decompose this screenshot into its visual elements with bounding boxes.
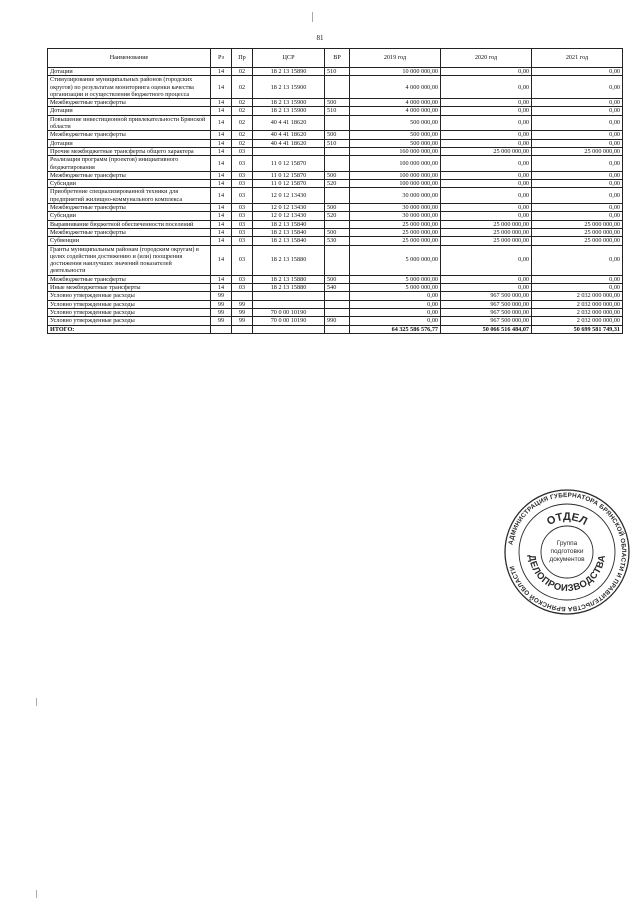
row-name: Условно утвержденные расходы	[48, 300, 211, 308]
row-pr: 99	[232, 317, 253, 325]
row-pr: 03	[232, 180, 253, 188]
row-name: Повышение инвестиционной привлекательности Брянской области	[48, 115, 211, 131]
row-2021: 0,00	[532, 245, 623, 275]
row-2020: 967 500 000,00	[441, 300, 532, 308]
row-vr: 500	[325, 275, 350, 283]
row-2020: 0,00	[441, 131, 532, 139]
total-label: ИТОГО:	[48, 325, 211, 333]
row-name: Дотации	[48, 68, 211, 76]
header-csr: ЦСР	[253, 49, 325, 68]
header-pr: Пр	[232, 49, 253, 68]
row-rz: 14	[211, 275, 232, 283]
row-name: Межбюджетные трансферты	[48, 131, 211, 139]
table-row	[48, 99, 623, 107]
row-2020: 0,00	[441, 204, 532, 212]
row-2020: 0,00	[441, 275, 532, 283]
stamp-center-line-2: подготовки	[550, 548, 584, 555]
row-2019: 5 000 000,00	[350, 275, 441, 283]
row-2019: 500 000,00	[350, 115, 441, 131]
row-rz: 14	[211, 180, 232, 188]
row-2021: 0,00	[532, 180, 623, 188]
row-pr: 03	[232, 147, 253, 155]
row-name: Межбюджетные трансферты	[48, 171, 211, 179]
row-vr	[325, 188, 350, 204]
scan-mark-bottom	[36, 890, 37, 898]
row-csr: 18 2 13 15880	[253, 284, 325, 292]
row-2019: 25 000 000,00	[350, 237, 441, 245]
row-rz: 14	[211, 212, 232, 220]
row-name: Субсидии	[48, 180, 211, 188]
row-2020: 0,00	[441, 115, 532, 131]
row-2020: 0,00	[441, 284, 532, 292]
svg-text:ОТДЕЛ	[545, 511, 589, 528]
row-2021: 25 000 000,00	[532, 237, 623, 245]
row-2019: 0,00	[350, 300, 441, 308]
row-name: Стимулирование муниципальных районов (городских округов) по результатам мониторинга оценки качества организации и осуществления бюджетного процесса	[48, 76, 211, 99]
row-2019: 160 000 000,00	[350, 147, 441, 155]
row-rz: 14	[211, 99, 232, 107]
total-rz	[211, 325, 232, 333]
row-rz: 14	[211, 156, 232, 172]
row-2021: 0,00	[532, 156, 623, 172]
row-2021: 2 032 000 000,00	[532, 308, 623, 316]
row-2019: 0,00	[350, 317, 441, 325]
stamp-center-line-1: Группа	[556, 540, 578, 547]
row-csr: 18 2 13 15840	[253, 220, 325, 228]
row-name: Выравнивание бюджетной обеспеченности поселений	[48, 220, 211, 228]
total-vr	[325, 325, 350, 333]
row-name: Субсидии	[48, 212, 211, 220]
row-vr: 500	[325, 131, 350, 139]
table-row	[48, 308, 623, 316]
row-2019: 100 000 000,00	[350, 171, 441, 179]
stamp-center-line-3: документов	[549, 556, 585, 563]
table-row	[48, 220, 623, 228]
row-2021: 25 000 000,00	[532, 220, 623, 228]
row-vr: 520	[325, 180, 350, 188]
total-pr	[232, 325, 253, 333]
scan-mark-middle	[36, 698, 37, 706]
row-2020: 25 000 000,00	[441, 220, 532, 228]
table-row	[48, 115, 623, 131]
row-rz: 14	[211, 115, 232, 131]
row-2021: 0,00	[532, 188, 623, 204]
row-rz: 14	[211, 68, 232, 76]
row-csr	[253, 300, 325, 308]
row-csr: 18 2 13 15880	[253, 245, 325, 275]
row-rz: 14	[211, 284, 232, 292]
row-name: Условно утвержденные расходы	[48, 317, 211, 325]
row-2021: 0,00	[532, 99, 623, 107]
row-rz: 14	[211, 220, 232, 228]
row-csr: 11 0 12 15870	[253, 156, 325, 172]
row-csr: 11 0 12 15870	[253, 180, 325, 188]
row-rz: 14	[211, 237, 232, 245]
table-row	[48, 204, 623, 212]
row-vr: 510	[325, 139, 350, 147]
row-name: Субвенции	[48, 237, 211, 245]
stamp-outer-text: АДМИНИСТРАЦИЯ ГУБЕРНАТОРА БРЯНСКОЙ ОБЛАСТИ И ПРАВИТЕЛЬСТВА БРЯНСКОЙ ОБЛАСТИ	[507, 491, 628, 613]
row-vr: 500	[325, 99, 350, 107]
total-csr	[253, 325, 325, 333]
row-csr: 18 2 13 15840	[253, 237, 325, 245]
table-row	[48, 68, 623, 76]
row-csr: 70 0 00 10190	[253, 308, 325, 316]
row-rz: 14	[211, 188, 232, 204]
row-csr: 18 2 13 15840	[253, 228, 325, 236]
table-row	[48, 180, 623, 188]
row-vr	[325, 308, 350, 316]
row-2019: 100 000 000,00	[350, 156, 441, 172]
row-name: Межбюджетные трансферты	[48, 228, 211, 236]
row-csr: 12 0 12 13430	[253, 204, 325, 212]
row-pr: 02	[232, 131, 253, 139]
row-2019: 100 000 000,00	[350, 180, 441, 188]
row-2021: 0,00	[532, 284, 623, 292]
row-rz: 99	[211, 308, 232, 316]
row-2020: 0,00	[441, 99, 532, 107]
total-row	[48, 325, 623, 333]
row-vr: 530	[325, 237, 350, 245]
row-name: Иные межбюджетные трансферты	[48, 284, 211, 292]
row-csr	[253, 292, 325, 300]
row-pr: 03	[232, 245, 253, 275]
row-2020: 25 000 000,00	[441, 228, 532, 236]
table-row	[48, 147, 623, 155]
stamp-dept-top: ОТДЕЛ	[545, 510, 590, 528]
row-2019: 500 000,00	[350, 131, 441, 139]
row-vr	[325, 147, 350, 155]
row-2020: 967 500 000,00	[441, 317, 532, 325]
row-2021: 2 032 000 000,00	[532, 292, 623, 300]
row-2020: 25 000 000,00	[441, 147, 532, 155]
total-2021: 50 699 581 749,31	[532, 325, 623, 333]
row-rz: 14	[211, 228, 232, 236]
row-2019: 4 000 000,00	[350, 99, 441, 107]
row-name: Условно утвержденные расходы	[48, 292, 211, 300]
department-stamp	[502, 487, 632, 617]
row-csr: 11 0 12 15870	[253, 171, 325, 179]
row-rz: 99	[211, 317, 232, 325]
row-name: Межбюджетные трансферты	[48, 275, 211, 283]
row-vr	[325, 76, 350, 99]
row-2019: 500 000,00	[350, 139, 441, 147]
table-row	[48, 188, 623, 204]
row-2021: 25 000 000,00	[532, 147, 623, 155]
row-vr: 500	[325, 204, 350, 212]
scan-mark-top	[312, 12, 313, 22]
row-csr: 70 0 00 10190	[253, 317, 325, 325]
header-2019: 2019 год	[350, 49, 441, 68]
row-2020: 967 500 000,00	[441, 292, 532, 300]
row-csr: 40 4 41 18620	[253, 115, 325, 131]
row-2021: 0,00	[532, 76, 623, 99]
row-2020: 0,00	[441, 139, 532, 147]
header-name: Наименование	[48, 49, 211, 68]
row-2019: 30 000 000,00	[350, 204, 441, 212]
row-rz: 14	[211, 131, 232, 139]
row-name: Условно утвержденные расходы	[48, 308, 211, 316]
row-pr: 99	[232, 308, 253, 316]
table-row	[48, 212, 623, 220]
row-name: Межбюджетные трансферты	[48, 204, 211, 212]
row-pr: 02	[232, 68, 253, 76]
total-2019: 64 325 586 576,77	[350, 325, 441, 333]
row-rz: 99	[211, 292, 232, 300]
header-vr: ВР	[325, 49, 350, 68]
row-2019: 5 000 000,00	[350, 284, 441, 292]
row-2021: 0,00	[532, 204, 623, 212]
row-vr	[325, 245, 350, 275]
row-csr: 18 2 13 15890	[253, 68, 325, 76]
row-pr	[232, 292, 253, 300]
table-row	[48, 131, 623, 139]
row-vr: 520	[325, 212, 350, 220]
table-row	[48, 300, 623, 308]
row-2019: 5 000 000,00	[350, 245, 441, 275]
row-vr	[325, 292, 350, 300]
table-row	[48, 317, 623, 325]
row-pr: 03	[232, 156, 253, 172]
row-csr	[253, 147, 325, 155]
table-row	[48, 139, 623, 147]
row-pr: 03	[232, 188, 253, 204]
row-2020: 967 500 000,00	[441, 308, 532, 316]
row-rz: 14	[211, 76, 232, 99]
row-2021: 2 032 000 000,00	[532, 317, 623, 325]
row-pr: 03	[232, 212, 253, 220]
row-csr: 12 0 12 13430	[253, 188, 325, 204]
row-vr: 540	[325, 284, 350, 292]
row-2019: 25 000 000,00	[350, 220, 441, 228]
row-pr: 03	[232, 228, 253, 236]
table-row	[48, 237, 623, 245]
row-2021: 0,00	[532, 275, 623, 283]
table-row	[48, 292, 623, 300]
row-name: Дотации	[48, 139, 211, 147]
row-2020: 0,00	[441, 76, 532, 99]
row-pr: 02	[232, 107, 253, 115]
row-rz: 14	[211, 204, 232, 212]
total-2020: 50 066 516 484,07	[441, 325, 532, 333]
row-pr: 02	[232, 99, 253, 107]
row-2019: 4 000 000,00	[350, 107, 441, 115]
row-pr: 03	[232, 275, 253, 283]
row-2021: 0,00	[532, 212, 623, 220]
row-2019: 4 000 000,00	[350, 76, 441, 99]
row-pr: 02	[232, 76, 253, 99]
row-rz: 14	[211, 139, 232, 147]
row-2020: 0,00	[441, 107, 532, 115]
row-pr: 02	[232, 139, 253, 147]
row-pr: 03	[232, 284, 253, 292]
table-row	[48, 171, 623, 179]
row-2019: 30 000 000,00	[350, 212, 441, 220]
row-vr	[325, 156, 350, 172]
table-row	[48, 275, 623, 283]
row-2021: 0,00	[532, 139, 623, 147]
row-csr: 18 2 13 15880	[253, 275, 325, 283]
row-pr: 03	[232, 171, 253, 179]
row-name: Прочие межбюджетные трансферты общего характера	[48, 147, 211, 155]
table-row	[48, 107, 623, 115]
row-2020: 25 000 000,00	[441, 237, 532, 245]
stamp-dept-bottom: ДЕЛОПРОИЗВОДСТВА	[525, 553, 609, 595]
row-vr: 500	[325, 228, 350, 236]
table-row	[48, 76, 623, 99]
row-name: Межбюджетные трансферты	[48, 99, 211, 107]
row-vr	[325, 220, 350, 228]
row-csr: 40 4 41 18620	[253, 139, 325, 147]
row-pr: 02	[232, 115, 253, 131]
row-csr: 18 2 13 15900	[253, 99, 325, 107]
row-2021: 0,00	[532, 115, 623, 131]
table-row	[48, 156, 623, 172]
row-csr: 40 4 41 18620	[253, 131, 325, 139]
row-2019: 0,00	[350, 292, 441, 300]
page-number: 81	[316, 34, 324, 42]
row-vr	[325, 115, 350, 131]
header-rz: Рз	[211, 49, 232, 68]
row-2021: 2 032 000 000,00	[532, 300, 623, 308]
row-csr: 18 2 13 15900	[253, 107, 325, 115]
table-row	[48, 284, 623, 292]
row-vr: 510	[325, 68, 350, 76]
row-2020: 0,00	[441, 180, 532, 188]
row-2020: 0,00	[441, 68, 532, 76]
row-name: Дотации	[48, 107, 211, 115]
row-2019: 10 000 000,00	[350, 68, 441, 76]
row-2021: 0,00	[532, 68, 623, 76]
row-2020: 0,00	[441, 245, 532, 275]
row-2021: 25 000 000,00	[532, 228, 623, 236]
table-header-row	[48, 49, 623, 68]
row-2021: 0,00	[532, 107, 623, 115]
table-row	[48, 245, 623, 275]
row-vr: 500	[325, 171, 350, 179]
row-2019: 0,00	[350, 308, 441, 316]
budget-table	[47, 48, 623, 334]
row-name: Приобретение специализированной техники для предприятий жилищно-коммунального комплекса	[48, 188, 211, 204]
row-name: Гранты муниципальным районам (городским округам) в целях содействия достижению и (или) поощрения достижения наилучших значений показателей деятельности	[48, 245, 211, 275]
row-2021: 0,00	[532, 171, 623, 179]
row-2019: 25 000 000,00	[350, 228, 441, 236]
table-row	[48, 228, 623, 236]
row-2020: 0,00	[441, 188, 532, 204]
row-name: Реализация программ (проектов) инициативного бюджетирования	[48, 156, 211, 172]
row-2019: 30 000 000,00	[350, 188, 441, 204]
row-pr: 03	[232, 204, 253, 212]
row-2020: 0,00	[441, 171, 532, 179]
row-rz: 99	[211, 300, 232, 308]
row-rz: 14	[211, 245, 232, 275]
row-vr: 990	[325, 317, 350, 325]
row-2021: 0,00	[532, 131, 623, 139]
row-csr: 18 2 13 15900	[253, 76, 325, 99]
row-pr: 99	[232, 300, 253, 308]
row-rz: 14	[211, 147, 232, 155]
row-csr: 12 0 12 13430	[253, 212, 325, 220]
header-2020: 2020 год	[441, 49, 532, 68]
row-vr: 510	[325, 107, 350, 115]
row-pr: 03	[232, 237, 253, 245]
row-rz: 14	[211, 171, 232, 179]
row-2020: 0,00	[441, 212, 532, 220]
row-pr: 03	[232, 220, 253, 228]
row-vr	[325, 300, 350, 308]
row-2020: 0,00	[441, 156, 532, 172]
row-rz: 14	[211, 107, 232, 115]
header-2021: 2021 год	[532, 49, 623, 68]
